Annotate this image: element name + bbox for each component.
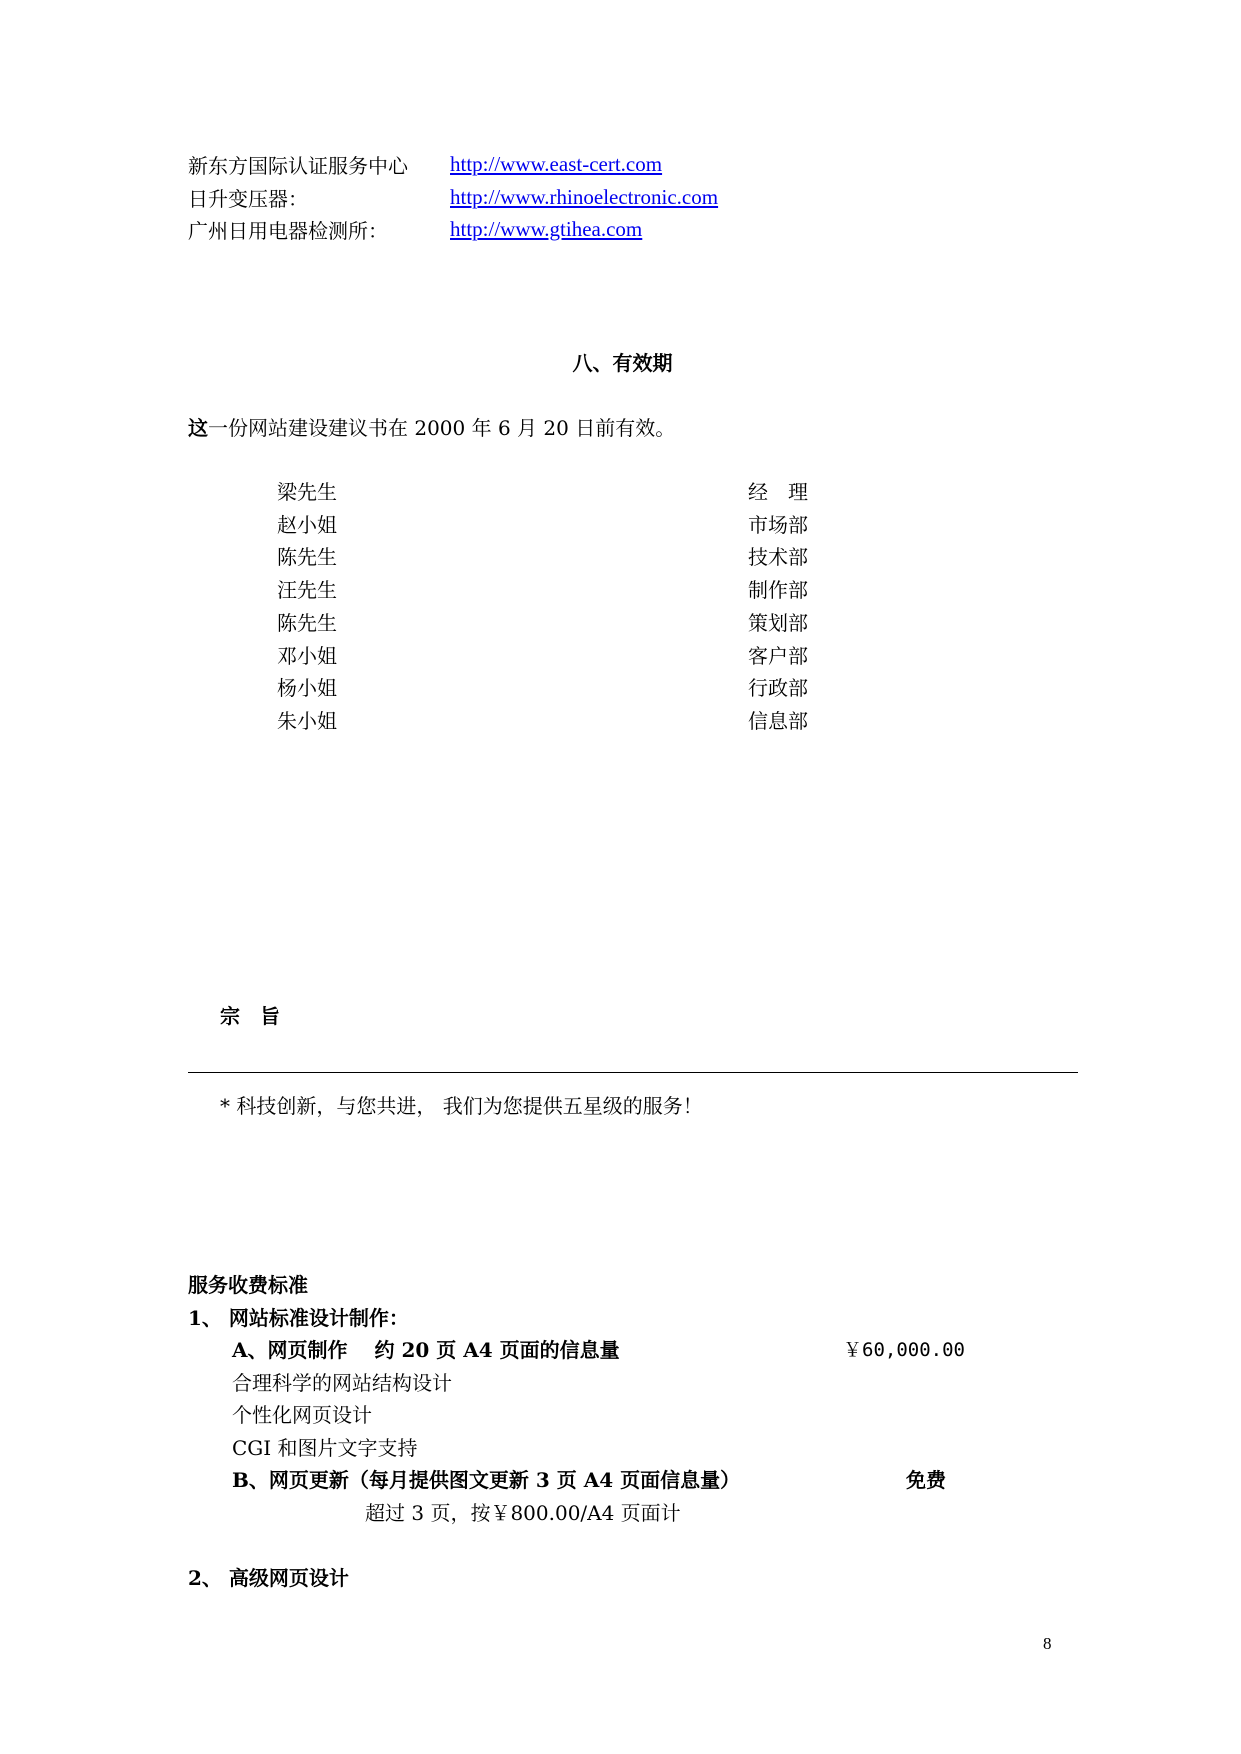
- validity-body: 一份网站建设建议书在 2000 年 6 月 20 日前有效。: [208, 416, 676, 440]
- page-number: 8: [1043, 1634, 1052, 1653]
- link-gtihea[interactable]: http://www.gtihea.com: [450, 217, 643, 241]
- fees-detail: 个性化网页设计: [232, 1403, 372, 1427]
- contact-name: 汪先生: [277, 578, 337, 602]
- motto-text: * 科技创新，与您共进， 我们为您提供五星级的服务！: [220, 1094, 703, 1118]
- contact-dept: 制作部: [748, 578, 808, 602]
- fees-detail: 合理科学的网站结构设计: [232, 1371, 452, 1395]
- fees-title: 服务收费标准: [188, 1273, 308, 1297]
- fees-item-2: 2、 高级网页设计: [188, 1566, 349, 1590]
- fees-detail: CGI 和图片文字支持: [232, 1436, 418, 1460]
- fees-item-b-price: 免费: [906, 1468, 946, 1492]
- contact-name: 梁先生: [277, 480, 337, 504]
- contact-name: 陈先生: [277, 611, 337, 635]
- fees-item-b: B、网页更新（每月提供图文更新 3 页 A4 页面信息量）: [232, 1468, 741, 1492]
- contact-dept: 市场部: [748, 513, 808, 537]
- contact-name: 陈先生: [277, 545, 337, 569]
- section-heading: 八、有效期: [572, 351, 673, 375]
- contact-dept: 策划部: [748, 611, 808, 635]
- fees-item-a: A、网页制作 约 20 页 A4 页面的信息量: [232, 1338, 620, 1362]
- link-label-1: 新东方国际认证服务中心: [188, 154, 408, 178]
- motto-title: 宗 旨: [220, 1004, 280, 1028]
- contact-dept: 客户部: [748, 644, 808, 668]
- contact-name: 朱小姐: [277, 709, 337, 733]
- link-east-cert[interactable]: http://www.east-cert.com: [450, 152, 663, 176]
- contact-dept: 经 理: [748, 480, 808, 504]
- fees-item-b-note: 超过 3 页，按￥800.00/A4 页面计: [365, 1501, 681, 1525]
- contact-name: 赵小姐: [277, 513, 337, 537]
- validity-lead: 这: [188, 416, 208, 440]
- contact-name: 杨小姐: [277, 676, 337, 700]
- contact-dept: 行政部: [748, 676, 808, 700]
- contact-dept: 信息部: [748, 709, 808, 733]
- link-label-2: 日升变压器：: [188, 187, 308, 211]
- validity-text: [188, 414, 675, 442]
- contact-name: 邓小姐: [277, 644, 337, 668]
- link-label-3: 广州日用电器检测所：: [188, 219, 388, 243]
- fees-item-a-price: ￥60,000.00: [843, 1339, 965, 1361]
- contact-dept: 技术部: [748, 545, 808, 569]
- divider: [188, 1072, 1078, 1073]
- fees-item-1: 1、 网站标准设计制作：: [188, 1306, 409, 1330]
- link-rhinoelectronic[interactable]: http://www.rhinoelectronic.com: [450, 185, 719, 209]
